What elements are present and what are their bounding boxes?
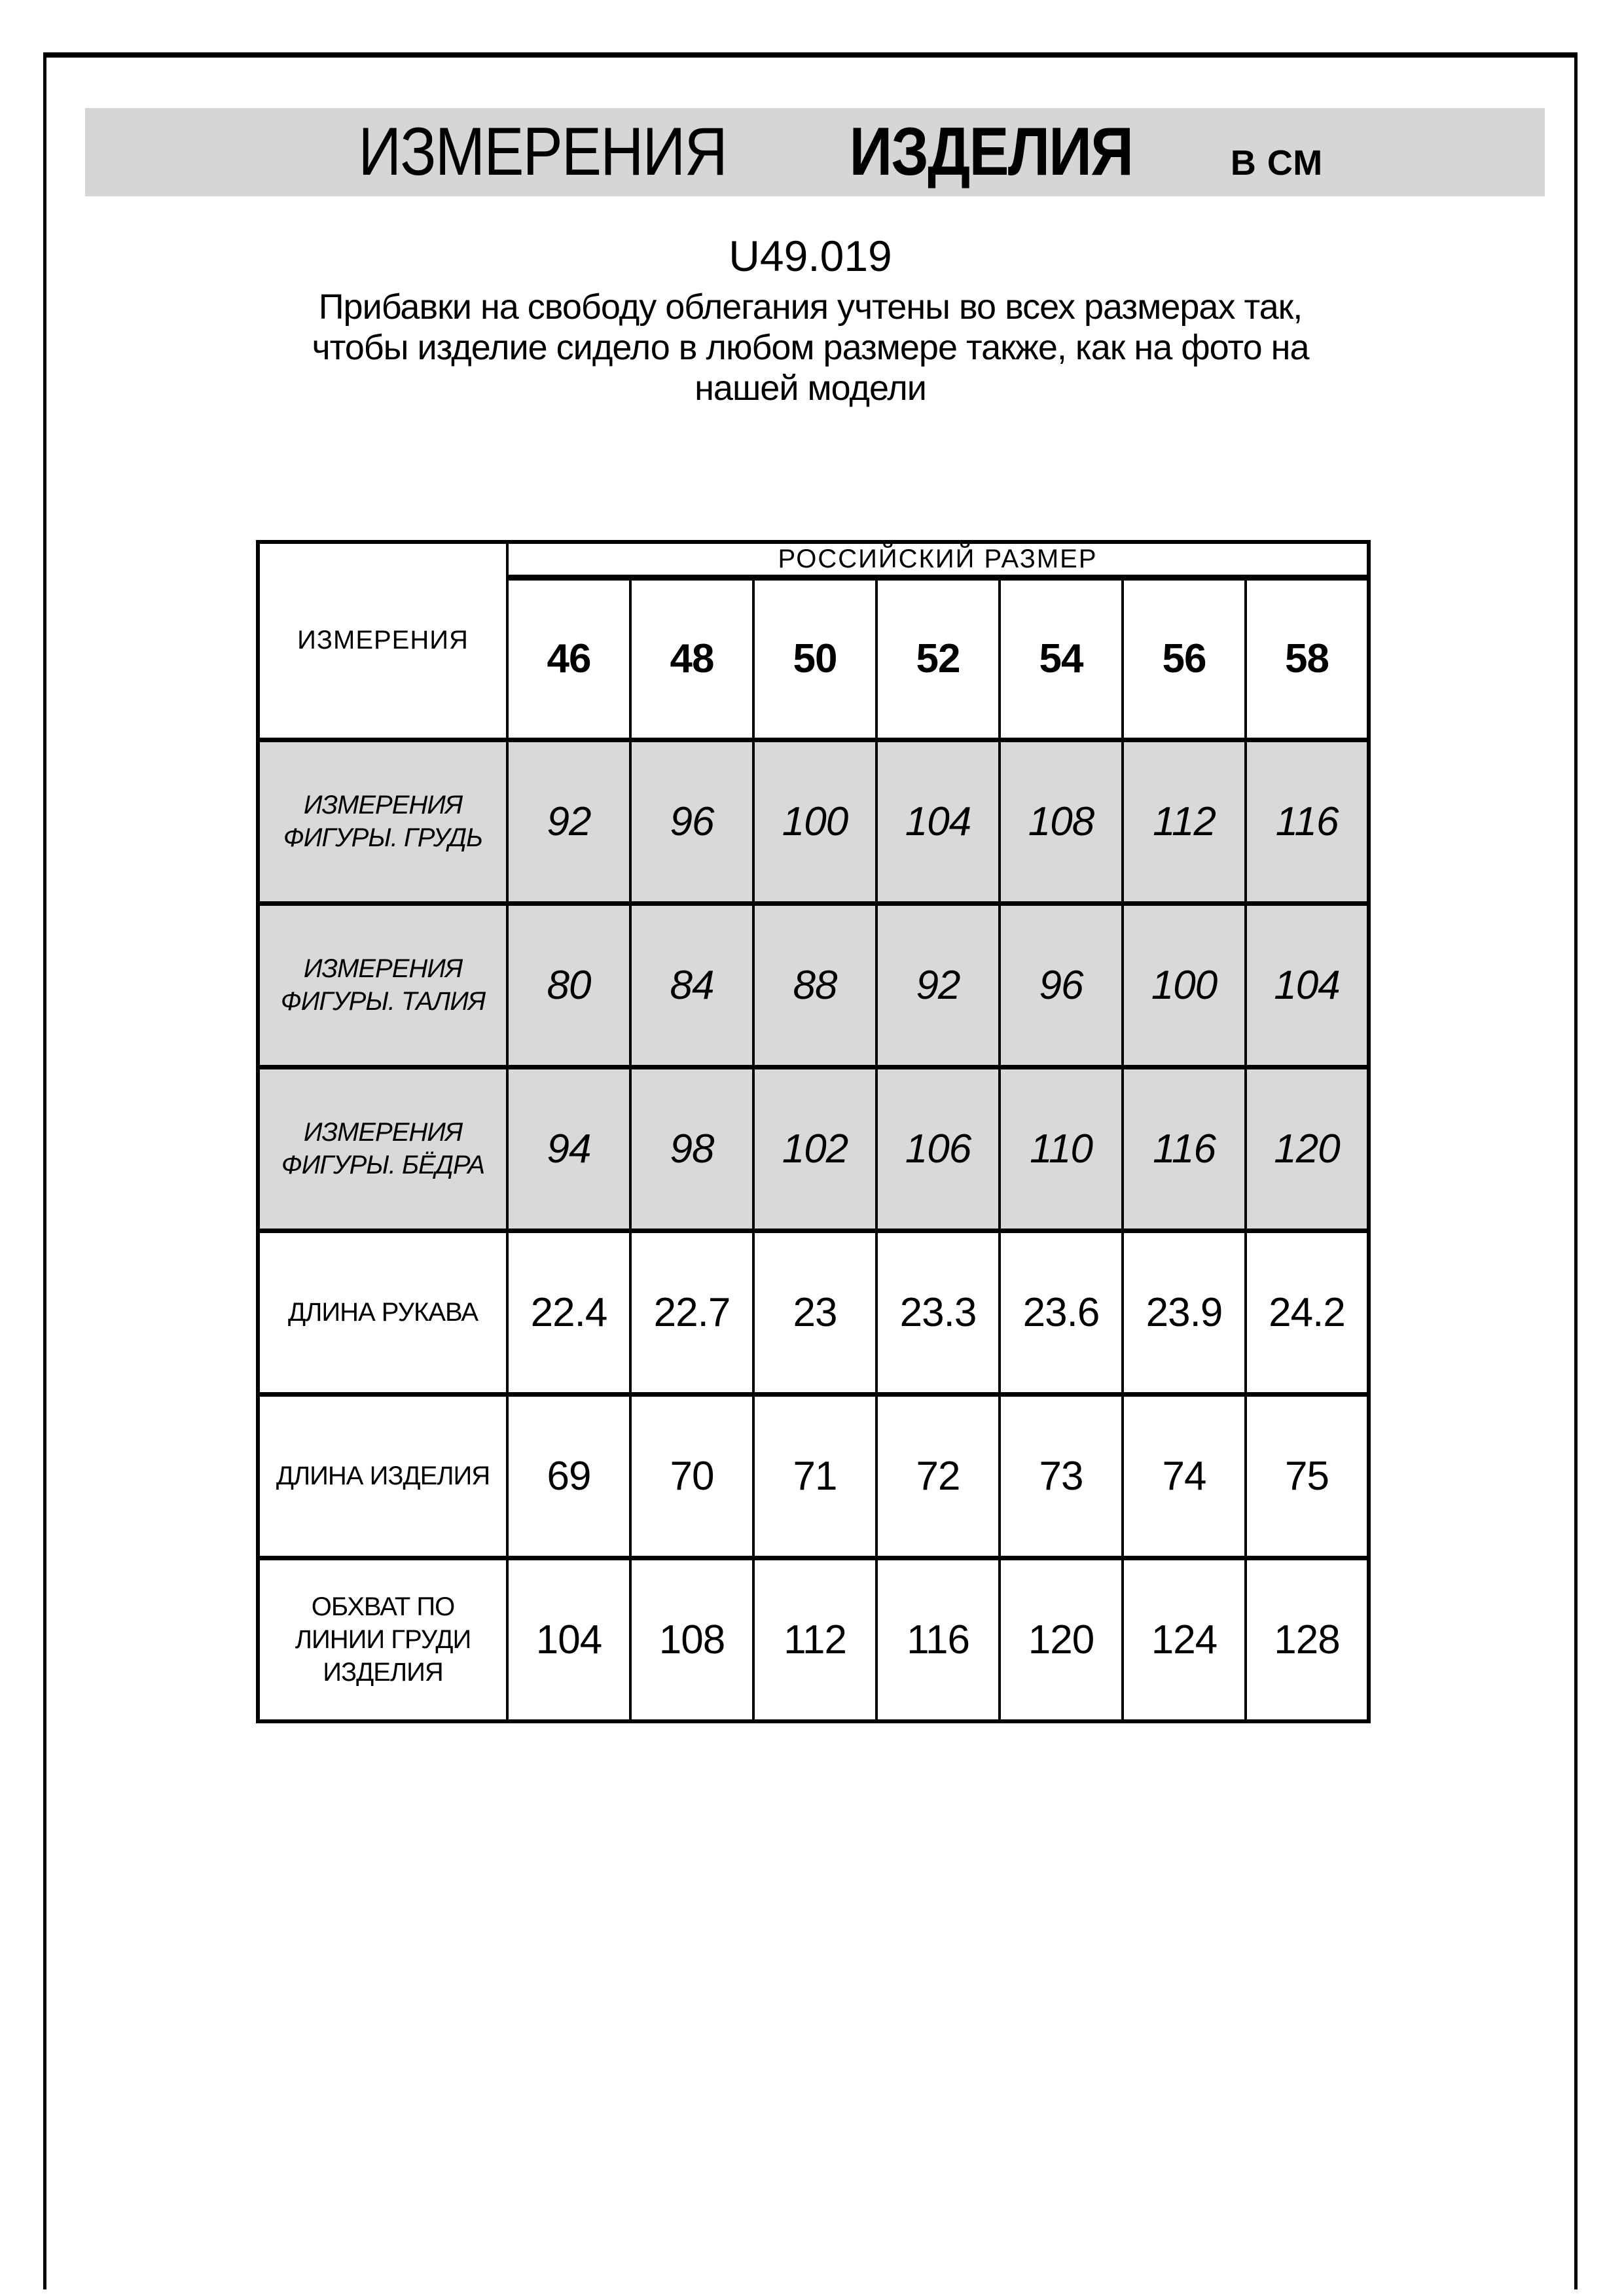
measurement-value-cell: 116	[876, 1558, 1000, 1721]
measurement-value-cell: 106	[876, 1067, 1000, 1230]
size-col-54: 54	[1000, 577, 1123, 740]
size-header-group-row	[258, 542, 1369, 577]
measurement-value-cell: 71	[753, 1394, 876, 1558]
measurement-value-cell: 70	[630, 1394, 753, 1558]
row-label	[258, 740, 507, 903]
row-label-line: ФИГУРЫ. ТАЛИЯ	[280, 987, 486, 1016]
row-label-line: ДЛИНА ИЗДЕЛИЯ	[276, 1462, 490, 1490]
russian-size-header-cell: РОССИЙСКИЙ РАЗМЕР	[507, 542, 1369, 577]
measurement-value-cell: 98	[630, 1067, 753, 1230]
measurement-value-cell: 104	[876, 740, 1000, 903]
row-label-line: ДЛИНА РУКАВА	[288, 1298, 478, 1327]
measurement-value-cell: 128	[1246, 1558, 1369, 1721]
measurement-value-cell: 72	[876, 1394, 1000, 1558]
measurement-row	[258, 903, 1369, 1067]
measurement-value-cell: 92	[507, 740, 630, 903]
row-label-line: ИЗМЕРЕНИЯ	[303, 1118, 463, 1147]
measurement-value-cell: 23.9	[1123, 1230, 1246, 1394]
size-col-58: 58	[1246, 577, 1369, 740]
measurement-value-cell: 112	[1123, 740, 1246, 903]
row-label-line: ФИГУРЫ. БЁДРА	[281, 1151, 485, 1179]
measurement-value-cell: 22.4	[507, 1230, 630, 1394]
fit-description-line: Прибавки на свободу облегания учтены во всех размерах так,	[318, 287, 1303, 327]
measurement-value-cell: 102	[753, 1067, 876, 1230]
measurement-value-cell: 110	[1000, 1067, 1123, 1230]
measurement-value-cell: 116	[1246, 740, 1369, 903]
size-col-52: 52	[876, 577, 1000, 740]
measurement-value-cell: 23	[753, 1230, 876, 1394]
measurement-value-cell: 104	[507, 1558, 630, 1721]
fit-description-line: чтобы изделие сидело в любом размере также, как на фото на	[312, 328, 1309, 367]
header-bar	[85, 108, 1545, 196]
page-title-word-izdeliya: ИЗДЕЛИЯ	[849, 114, 1133, 190]
row-label-line: ЛИНИИ ГРУДИ	[295, 1625, 471, 1655]
page-title-unit: В СМ	[1230, 143, 1324, 183]
measurement-value-cell: 22.7	[630, 1230, 753, 1394]
measurement-value-cell: 96	[1000, 903, 1123, 1067]
row-label-line: ФИГУРЫ. ГРУДЬ	[283, 823, 483, 852]
measurement-row	[258, 1558, 1369, 1721]
measurement-value-cell: 73	[1000, 1394, 1123, 1558]
measurement-value-cell: 100	[753, 740, 876, 903]
measurement-row	[258, 740, 1369, 903]
row-label-line: ИЗМЕРЕНИЯ	[303, 791, 463, 819]
measurement-value-cell: 96	[630, 740, 753, 903]
row-label-line: ИЗДЕЛИЯ	[323, 1658, 443, 1687]
size-col-50: 50	[753, 577, 876, 740]
measurement-value-cell: 108	[630, 1558, 753, 1721]
measurement-value-cell: 74	[1123, 1394, 1246, 1558]
measurement-value-cell: 23.6	[1000, 1230, 1123, 1394]
measurement-value-cell: 100	[1123, 903, 1246, 1067]
size-col-56: 56	[1123, 577, 1246, 740]
row-label-line: ОБХВАТ ПО	[311, 1592, 455, 1622]
measurement-value-cell: 88	[753, 903, 876, 1067]
measurement-value-cell: 104	[1246, 903, 1369, 1067]
measurement-value-cell: 124	[1123, 1558, 1246, 1721]
corner-label-cell: ИЗМЕРЕНИЯ	[258, 542, 507, 740]
fit-description	[43, 287, 1578, 408]
row-label	[258, 1394, 507, 1558]
measurement-value-cell: 108	[1000, 740, 1123, 903]
measurement-value-cell: 92	[876, 903, 1000, 1067]
measurement-value-cell: 23.3	[876, 1230, 1000, 1394]
row-label-line: ИЗМЕРЕНИЯ	[303, 954, 463, 983]
fit-description-line: нашей модели	[695, 368, 926, 408]
measurement-value-cell: 94	[507, 1067, 630, 1230]
measurement-value-cell: 84	[630, 903, 753, 1067]
measurement-value-cell: 75	[1246, 1394, 1369, 1558]
size-chart-table	[256, 540, 1371, 1723]
measurement-value-cell: 69	[507, 1394, 630, 1558]
article-number: U49.019	[729, 232, 892, 280]
measurement-value-cell: 24.2	[1246, 1230, 1369, 1394]
measurements-tbody	[258, 542, 1369, 1721]
measurement-value-cell: 80	[507, 903, 630, 1067]
measurement-row	[258, 1230, 1369, 1394]
measurement-row	[258, 1394, 1369, 1558]
measurement-row	[258, 1067, 1369, 1230]
measurement-value-cell: 116	[1123, 1067, 1246, 1230]
row-label	[258, 903, 507, 1067]
row-label	[258, 1558, 507, 1721]
size-col-46: 46	[507, 577, 630, 740]
measurement-value-cell: 120	[1246, 1067, 1369, 1230]
size-col-48: 48	[630, 577, 753, 740]
row-label	[258, 1230, 507, 1394]
page-title-word-izmereniya: ИЗМЕРЕНИЯ	[358, 114, 727, 190]
measurement-value-cell: 120	[1000, 1558, 1123, 1721]
measurement-value-cell: 112	[753, 1558, 876, 1721]
row-label	[258, 1067, 507, 1230]
